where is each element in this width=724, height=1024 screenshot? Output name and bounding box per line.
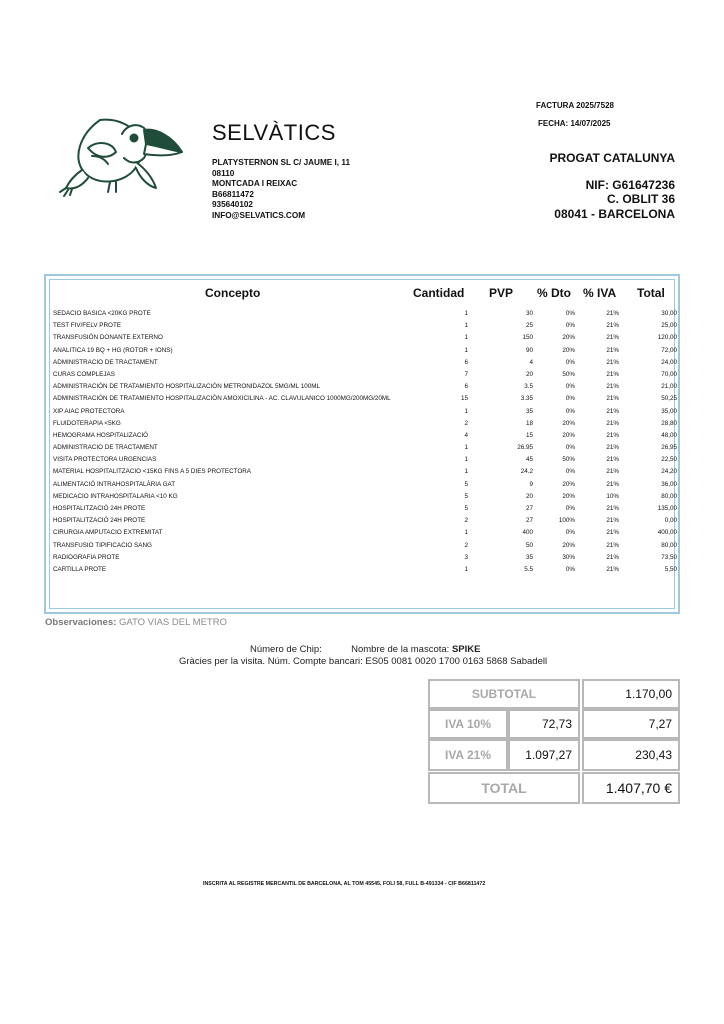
cell-concept: TEST FIV/FELV PROTE (53, 322, 121, 330)
cell-dto: 0% (565, 358, 575, 366)
cell-dto: 30% (562, 553, 575, 561)
table-row (50, 345, 677, 357)
company-logo (52, 106, 192, 206)
cell-concept: RADIOGRAFIA PROTE (53, 553, 120, 561)
issuer-city: MONTCADA I REIXAC (212, 179, 298, 188)
observations-text: GATO VIAS DEL METRO (118, 617, 227, 628)
cell-qty: 7 (464, 370, 468, 378)
pet-label: Nombre de la mascota: (351, 644, 450, 655)
cell-iva: 21% (606, 541, 619, 549)
cell-concept: ALIMENTACIÓ INTRAHOSPITALÀRIA GAT (53, 480, 176, 488)
iva21-base: 1.097,27 (508, 739, 580, 771)
cell-total: 35,00 (661, 407, 677, 415)
cell-concept: ANALITICA 19 BQ + HG (ROTOR + IONS) (53, 346, 173, 354)
cell-pvp: 5.5 (524, 565, 533, 573)
cell-dto: 20% (562, 334, 575, 342)
cell-qty: 5 (464, 505, 468, 512)
footer-registry: INSCRITA AL REGISTRE MERCANTIL DE BARCELONA, AL TOM 45545, FOLI 58, FULL B-491334 - CIF B66811472 (203, 881, 486, 887)
cell-dto: 20% (562, 492, 575, 500)
cell-pvp: 25 (525, 322, 533, 330)
cell-iva: 21% (606, 334, 619, 342)
cell-total: 70,00 (661, 370, 677, 378)
cell-iva: 21% (606, 565, 619, 573)
issuer-zip: 08110 (212, 168, 235, 178)
cell-qty: 1 (464, 322, 468, 330)
items-table-inner (49, 279, 675, 609)
cell-qty: 1 (464, 444, 468, 452)
cell-iva: 21% (606, 370, 619, 378)
cell-total: 50,25 (661, 395, 677, 403)
cell-qty: 1 (464, 565, 468, 573)
table-row (50, 381, 677, 393)
cell-concept: ADMINISTRACIO DE TRACTAMENT (53, 358, 158, 366)
cell-pvp: 3.35 (520, 395, 533, 403)
cell-dto: 50% (562, 456, 575, 464)
cell-pvp: 35 (525, 407, 533, 415)
table-row (50, 564, 677, 576)
cell-total: 22,50 (661, 456, 677, 464)
cell-qty: 5 (464, 480, 468, 488)
header-qty: Cantidad (413, 286, 465, 300)
table-header (50, 283, 674, 303)
cell-iva: 21% (606, 456, 619, 464)
table-row (50, 466, 677, 478)
cell-pvp: 90 (525, 346, 533, 354)
cell-total: 73,50 (661, 553, 677, 561)
iva10-amount: 7,27 (582, 709, 680, 739)
cell-total: 48,00 (661, 431, 677, 439)
table-row (50, 357, 677, 369)
cell-iva: 21% (606, 383, 619, 391)
company-name: SELVÀTICS (212, 120, 336, 145)
cell-pvp: 20 (525, 492, 533, 500)
cell-qty: 6 (464, 383, 468, 391)
client-name: PROGAT CATALUNYA (549, 151, 675, 165)
invoice-number: FACTURA 2025/7528 (536, 101, 614, 110)
cell-iva: 21% (606, 407, 619, 415)
cell-dto: 20% (562, 431, 575, 439)
cell-concept: ADMINISTRACIO DE TRACTAMENT (53, 444, 158, 452)
client-address: C. OBLIT 36 (606, 192, 675, 206)
client-block (549, 151, 675, 221)
cell-concept: MATERIAL HOSPITALITZACIO <15KG FINS A 5 DIES PROTECTORA (53, 468, 251, 476)
table-row (50, 320, 677, 332)
cell-pvp: 150 (522, 334, 533, 342)
chip-line (250, 644, 480, 655)
cell-qty: 5 (464, 492, 468, 500)
cell-total: 120,00 (657, 334, 677, 342)
total-label: TOTAL (428, 772, 580, 804)
cell-qty: 2 (464, 541, 468, 549)
cell-pvp: 15 (525, 431, 533, 439)
issuer-details (212, 158, 350, 221)
chip-label: Número de Chip: (250, 644, 322, 655)
cell-total: 21,00 (661, 383, 677, 391)
cell-qty: 1 (464, 529, 468, 537)
cell-qty: 3 (464, 553, 468, 561)
cell-total: 24,20 (661, 468, 677, 476)
cell-dto: 20% (562, 480, 575, 488)
cell-pvp: 35 (525, 553, 533, 561)
subtotal-label: SUBTOTAL (428, 679, 580, 709)
cell-dto: 20% (562, 541, 575, 549)
cell-iva: 10% (606, 492, 619, 500)
table-row (50, 442, 677, 454)
cell-dto: 20% (562, 419, 575, 427)
table-row (50, 540, 677, 552)
cell-dto: 0% (565, 565, 575, 573)
cell-total: 80,00 (661, 541, 677, 549)
total-value: 1.407,70 € (582, 772, 680, 804)
cell-qty: 1 (464, 468, 468, 476)
cell-iva: 21% (606, 468, 619, 476)
cell-iva: 21% (606, 419, 619, 427)
cell-total: 25,00 (661, 322, 677, 330)
cell-qty: 1 (464, 346, 468, 354)
cell-dto: 0% (565, 310, 575, 317)
items-table (44, 274, 680, 614)
cell-dto: 0% (565, 407, 575, 415)
cell-iva: 21% (606, 346, 619, 354)
cell-pvp: 18 (525, 419, 533, 427)
cell-total: 30,00 (661, 310, 677, 317)
table-row (50, 491, 677, 503)
cell-pvp: 24.2 (520, 468, 533, 476)
cell-qty: 2 (464, 517, 468, 525)
cell-dto: 0% (565, 529, 575, 537)
cell-pvp: 30 (525, 310, 533, 317)
observations-label: Observaciones: (45, 617, 117, 628)
cell-iva: 21% (606, 322, 619, 330)
cell-iva: 21% (606, 517, 619, 525)
header-total: Total (637, 286, 665, 300)
cell-concept: CURAS COMPLEJAS (53, 370, 115, 378)
cell-iva: 21% (606, 310, 619, 317)
cell-concept: HEMOGRAMA HOSPITALIZACIÓ (53, 431, 149, 439)
cell-dto: 100% (558, 517, 575, 525)
cell-dto: 0% (565, 505, 575, 512)
cell-dto: 0% (565, 322, 575, 330)
cell-iva: 21% (606, 480, 619, 488)
cell-pvp: 27 (525, 517, 533, 525)
table-row (50, 332, 677, 344)
cell-total: 135,00 (657, 505, 677, 512)
client-city: 08041 - BARCELONA (554, 206, 675, 221)
cell-pvp: 20 (525, 370, 533, 378)
table-row (50, 406, 677, 418)
cell-total: 80,00 (661, 492, 677, 500)
cell-qty: 1 (464, 334, 468, 342)
cell-concept: FLUIDOTERAPIA <5KG (53, 419, 121, 427)
issuer-cif: B66811472 (212, 189, 254, 199)
table-row (50, 503, 677, 515)
header-concept: Concepto (205, 286, 261, 300)
observations (45, 617, 227, 628)
cell-pvp: 45 (525, 456, 533, 464)
cell-pvp: 9 (529, 480, 533, 488)
cell-total: 5,50 (664, 565, 677, 573)
cell-concept: SEDACIO BASICA <20KG PROTE (53, 310, 151, 317)
cell-qty: 1 (464, 310, 468, 317)
iva21-label: IVA 21% (428, 739, 508, 771)
cell-qty: 1 (464, 407, 468, 415)
toucan-logo-icon (52, 106, 192, 206)
cell-concept: ADMINISTRACIÓN DE TRATAMIENTO HOSPITALIZACIÓN AMOXICILINA - AC. CLAVULANICO 1000MG/200MG/20ML (53, 395, 391, 403)
cell-iva: 21% (606, 505, 619, 512)
cell-iva: 21% (606, 358, 619, 366)
cell-pvp: 27 (525, 505, 533, 512)
cell-pvp: 50 (525, 541, 533, 549)
table-body (50, 308, 677, 576)
table-row (50, 552, 677, 564)
table-row (50, 418, 677, 430)
cell-concept: HOSPITALITZACIÓ 24H PROTE (53, 505, 146, 512)
cell-pvp: 400 (522, 529, 533, 537)
cell-iva: 21% (606, 444, 619, 452)
table-row (50, 527, 677, 539)
cell-qty: 1 (464, 456, 468, 464)
cell-pvp: 3.5 (524, 383, 533, 391)
issuer-email: INFO@SELVATICS.COM (212, 210, 306, 220)
table-row (50, 454, 677, 466)
subtotal-value: 1.170,00 (582, 679, 680, 709)
iva10-base: 72,73 (508, 709, 580, 739)
table-row (50, 369, 677, 381)
thanks-line: Gràcies per la visita. Núm. Compte bancari: ES05 0081 0020 1700 0163 5868 Sabadell (179, 656, 548, 667)
cell-concept: TRANSFUSIÓN DONANTE EXTERNO (53, 334, 163, 342)
cell-qty: 4 (464, 431, 468, 439)
cell-dto: 20% (562, 346, 575, 354)
header-iva: % IVA (583, 286, 617, 300)
table-row (50, 308, 677, 320)
issuer-phone: 935640102 (212, 200, 253, 209)
cell-concept: CARTILLA PROTE (53, 565, 107, 573)
cell-total: 24,00 (661, 358, 677, 366)
table-row (50, 393, 677, 405)
cell-concept: ADMINISTRACIÓN DE TRATAMIENTO HOSPITALIZACIÓN METRONIDAZOL 5MG/ML 100ML (53, 383, 320, 391)
cell-iva: 21% (606, 553, 619, 561)
cell-total: 26,95 (661, 444, 677, 452)
cell-dto: 0% (565, 468, 575, 476)
cell-dto: 50% (562, 370, 575, 378)
cell-total: 28,80 (661, 419, 677, 427)
cell-qty: 2 (464, 419, 468, 427)
table-row (50, 430, 677, 442)
pet-name: SPIKE (451, 644, 481, 655)
cell-concept: HOSPITALITZACIÓ 24H PROTE (53, 517, 146, 525)
issuer-address: PLATYSTERNON SL C/ JAUME I, 11 (212, 158, 350, 167)
cell-total: 400,00 (657, 529, 677, 537)
iva10-label: IVA 10% (428, 709, 508, 739)
header-dto: % Dto (537, 286, 571, 300)
cell-pvp: 4 (529, 358, 533, 366)
cell-dto: 0% (565, 444, 575, 452)
header-pvp: PVP (489, 286, 514, 300)
cell-total: 0,00 (664, 517, 677, 525)
cell-qty: 15 (460, 395, 468, 403)
cell-dto: 0% (565, 395, 575, 403)
cell-iva: 21% (606, 529, 619, 537)
cell-concept: CIRURGIA AMPUTACIO EXTREMITAT (53, 529, 163, 537)
cell-concept: TRANSFUSIO TIPIFICACIO SANG (53, 541, 152, 549)
table-row (50, 515, 677, 527)
cell-total: 36,00 (661, 480, 677, 488)
cell-dto: 0% (565, 383, 575, 391)
cell-concept: VISITA PROTECTORA URGENCIAS (53, 456, 157, 464)
invoice-date: FECHA: 14/07/2025 (538, 119, 611, 128)
cell-iva: 21% (606, 431, 619, 439)
cell-iva: 21% (606, 395, 619, 403)
cell-pvp: 26.95 (517, 444, 533, 452)
cell-qty: 6 (464, 358, 468, 366)
cell-concept: MEDICACIO INTRAHOSPITALARIA <10 KG (53, 492, 178, 500)
cell-total: 72,00 (661, 346, 677, 354)
cell-concept: XIP AIAC PROTECTORA (53, 407, 125, 415)
table-row (50, 479, 677, 491)
iva21-amount: 230,43 (582, 739, 680, 771)
client-nif: NIF: G61647236 (585, 177, 675, 192)
